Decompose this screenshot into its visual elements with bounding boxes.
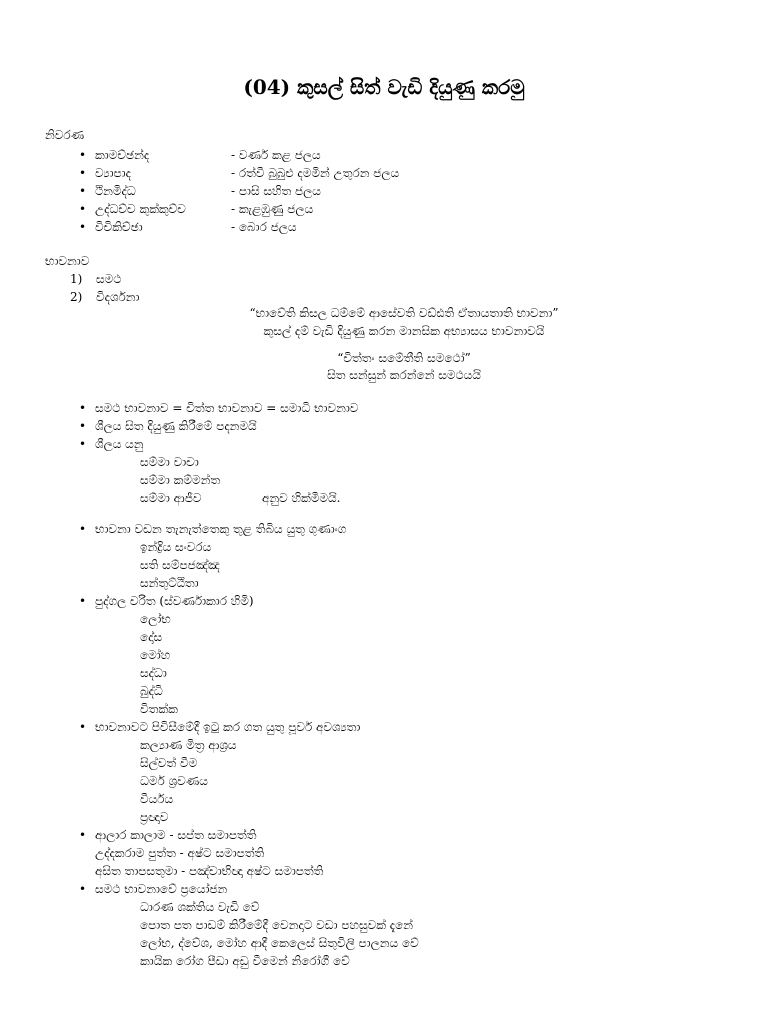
- quality-item: සන්තුට්ඨිතා: [140, 576, 199, 590]
- sila-item: [140, 489, 341, 507]
- sila-basis: • ශීලය සිත දියුණු කිරීමේ පදනමයි: [95, 417, 257, 435]
- samatha-equation: • සමථ භාවනාව = චිත්ත භාවනාව = සමාධි භාවනාව: [95, 399, 358, 417]
- item-label: විදර්ශනා: [96, 290, 140, 304]
- sila-suffix: අනුව හික්මීමයි.: [262, 491, 341, 505]
- nivarana-heading: නිවරණ: [45, 128, 85, 142]
- nivarana-term: ව්‍යාපාද: [95, 166, 131, 180]
- carita-item: මෝහ: [140, 648, 171, 662]
- carita-item: විතක්ක: [140, 702, 178, 716]
- pali-quote: “භාවේති කිසල ධම්මේ ආසේවති වඩ්ඪති ඒතායතාති භාවනා”: [249, 306, 559, 320]
- sila-item: සම්මා වාචා: [140, 455, 199, 469]
- benefit-item: ලෝභ, ද්වේශ, මෝහ ආදී කෙලෙස් සිතුවිලි පාලනය වේ: [140, 936, 419, 950]
- carita-item: ලෝභ: [140, 612, 171, 626]
- nivarana-desc: - වර්ණ කළ ජලය: [231, 148, 321, 162]
- sila-heading: • ශීලය යනු: [95, 435, 144, 453]
- benefit-item: ධාරණ ශක්තිය වැඩි වේ: [140, 900, 260, 914]
- carita-item: බුද්ධි: [140, 684, 163, 698]
- quality-item: සති සම්පජඤ්ඤ: [140, 558, 220, 572]
- page-title: (04) කුසල් සිත් වැඩි දියුණු කරමු: [243, 75, 525, 99]
- prereq-item: ධර්ම ශ්‍රවණය: [140, 774, 208, 788]
- quote-translation: සිත සන්සුන් කරන්නේ සමථයයි: [327, 368, 481, 382]
- numbered-item: [70, 270, 121, 288]
- teacher-line: උද්දකරාම පුත්ත - අෂ්ට සමාපත්ති: [95, 846, 265, 860]
- nivarana-desc: - කැළඹුණු ජලය: [231, 202, 314, 216]
- nivarana-term: කාමච්ඡන්ද: [95, 148, 150, 162]
- item-number: 1): [70, 272, 83, 286]
- nivarana-term: විචිකිච්ඡා: [95, 220, 143, 234]
- nivarana-item: [95, 200, 314, 218]
- teacher-line: • ආලාර කාලාම - සප්ත සමාපත්ති: [95, 826, 256, 844]
- sila-item-text: සම්මා ආජීව: [140, 491, 202, 505]
- item-label: සමථ: [96, 272, 122, 286]
- quote-translation: කුසල් දම් වැඩි දියුණු කරන මානසික අභ්‍යාසය භාවනාවයි: [263, 324, 545, 338]
- nivarana-desc: - රත්වී බුබුළු දමමින් උතුරන ජලය: [231, 166, 400, 180]
- nivarana-desc: - පාසි සහිත ජලය: [231, 184, 321, 198]
- nivarana-term: ථිනමිද්ධ: [95, 184, 136, 198]
- nivarana-term: උද්ධච්ච කුක්කුච්ච: [95, 202, 186, 216]
- benefit-item: පොත පත පාඩම් කිරීමේදී වෙනදාට වඩා පහසුවක් දැනේ: [140, 918, 414, 932]
- prereq-heading: • භාවනාවට පිවිසීමේදී ඉටු කර ගත යුතු පූර්ව අවශ්‍යතා: [95, 718, 360, 736]
- prereq-item: සිල්වත් වීම: [140, 756, 198, 770]
- benefit-item: කායික රෝග පීඩා අඩු වීමෙන් නිරෝගී වේ: [140, 954, 350, 968]
- nivarana-item: [95, 146, 321, 164]
- prereq-item: වීර්යය: [140, 792, 174, 806]
- prereq-item: කල්‍යාණ මිත්‍ර ආශ්‍රය: [140, 738, 237, 752]
- nivarana-item: [95, 182, 321, 200]
- qualities-heading: • භාවනා වඩන තැනැත්තෙකු තුළ තිබිය යුතු ගුණාංග: [95, 520, 346, 538]
- carita-item: සද්ධා: [140, 666, 167, 680]
- nivarana-item: [95, 218, 297, 236]
- benefits-heading: • සමථ භාවනාවේ ප්‍රයෝජන: [95, 880, 227, 898]
- carita-heading: • පුද්ගල චරිත (ස්වර්ණාකාර හිමි): [95, 592, 254, 610]
- pali-quote: “චිත්තං සමේතීති සමථෝ”: [337, 351, 471, 365]
- prereq-item: ප්‍රඥාව: [140, 810, 169, 824]
- nivarana-item: [95, 164, 400, 182]
- bhavana-heading: භාවනාව: [45, 254, 90, 268]
- quality-item: ඉන්ද්‍රිය සංවරය: [140, 540, 212, 554]
- carita-item: දෝස: [140, 630, 163, 644]
- nivarana-desc: - බොර ජලය: [231, 220, 297, 234]
- teacher-line: අසිත තාපසතුමා - පඤ්චාභිඥා අෂ්ට සමාපත්ති: [95, 864, 324, 878]
- item-number: 2): [70, 290, 83, 304]
- sila-item: සම්මා කම්මන්ත: [140, 473, 221, 487]
